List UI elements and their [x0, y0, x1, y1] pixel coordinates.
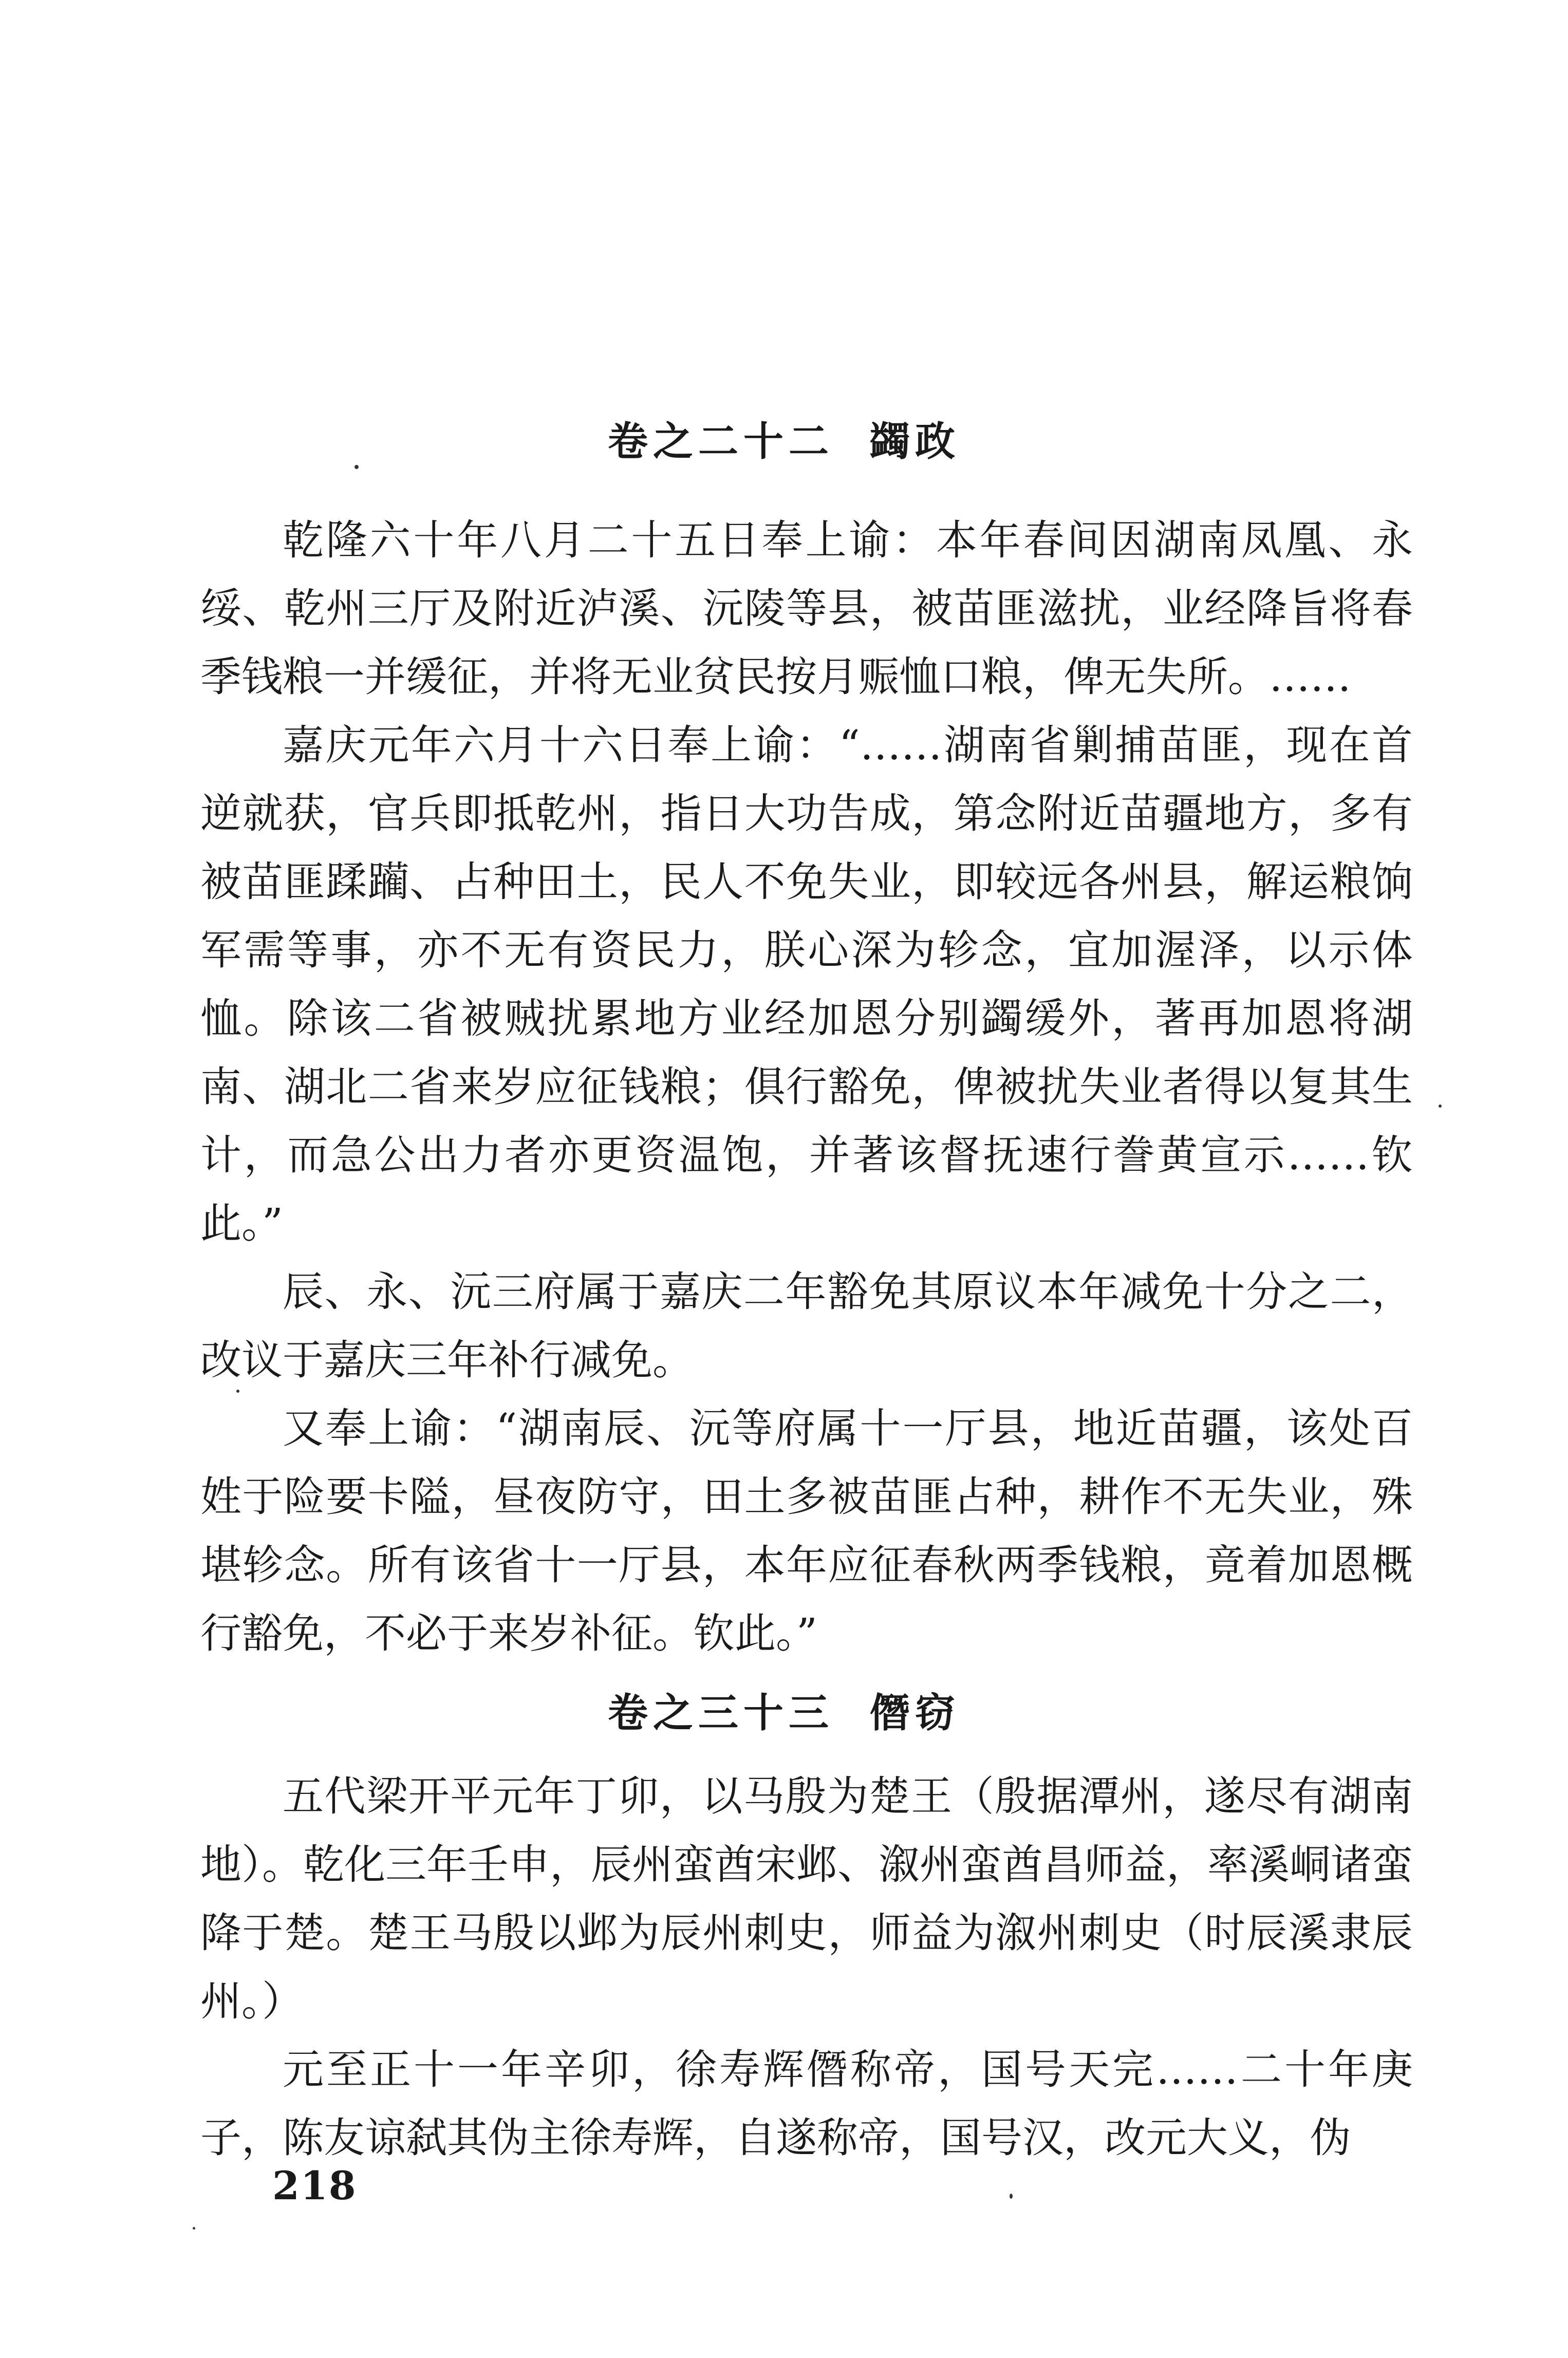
- section-2-body: [200, 1762, 1413, 2172]
- section-title-1: [0, 416, 1568, 467]
- print-speck: [193, 2227, 195, 2230]
- paragraph: 乾隆六十年八月二十五日奉上谕：本年春间因湖南凤凰、永绥、乾州三厅及附近泸溪、沅陵等县，被苗匪滋扰，业经降旨将春季钱粮一并缓征，并将无业贫民按月赈恤口粮，俾无失所。……: [200, 516, 1413, 701]
- print-speck: [354, 465, 359, 469]
- paragraph: 辰、永、沅三府属于嘉庆二年豁免其原议本年减免十分之二，改议于嘉庆三年补行减免。: [200, 1268, 1413, 1384]
- section-title-2: [0, 1688, 1568, 1739]
- print-speck: [1439, 1105, 1442, 1108]
- print-speck: [1010, 2194, 1013, 2199]
- section-title-1-volume: 卷之二十二: [607, 419, 834, 465]
- section-1-body: [200, 506, 1413, 1668]
- print-speck: [236, 1390, 239, 1393]
- paragraph: 嘉庆元年六月十六日奉上谕：“……湖南省剿捕苗匪，现在首逆就获，官兵即抵乾州，指日大功告成，第念附近苗疆地方，多有被苗匪蹂躏、占种田土，民人不免失业，即较远各州县，解运粮饷军需等事，亦不无有资民力，朕心深为轸念，宜加渥泽，以示体恤。除该二省被贼扰累地方业经加恩分别蠲缓外，著再加恩将湖南、湖北二省来岁应征钱粮；俱行豁免，俾被扰失业者得以复其生计，而急公出力者亦更资温饱，并著该督抚速行誊黄宣示……钦此。”: [200, 721, 1413, 1247]
- paragraph: 元至正十一年辛卯，徐寿辉僭称帝，国号天完……二十年庚子，陈友谅弑其伪主徐寿辉，自遂称帝，国号汉，改元大义，伪: [200, 2046, 1413, 2162]
- section-title-2-volume: 卷之三十三: [607, 1690, 834, 1736]
- page-number: 218: [272, 2163, 357, 2209]
- section-title-1-topic: 蠲政: [870, 419, 961, 465]
- paragraph: 五代梁开平元年丁卯，以马殷为楚王（殷据潭州，遂尽有湖南地）。乾化三年壬申，辰州蛮酋宋邺、溆州蛮酋昌师益，率溪峒诸蛮降于楚。楚王马殷以邺为辰州刺史，师益为溆州刺史（时辰溪隶辰州。）: [200, 1772, 1413, 2025]
- paragraph: 又奉上谕：“湖南辰、沅等府属十一厅县，地近苗疆，该处百姓于险要卡隘，昼夜防守，田土多被苗匪占种，耕作不无失业，殊堪轸念。所有该省十一厅县，本年应征春秋两季钱粮，竟着加恩概行豁免，不必于来岁补征。钦此。”: [200, 1405, 1413, 1657]
- section-title-2-topic: 僭窃: [870, 1690, 961, 1736]
